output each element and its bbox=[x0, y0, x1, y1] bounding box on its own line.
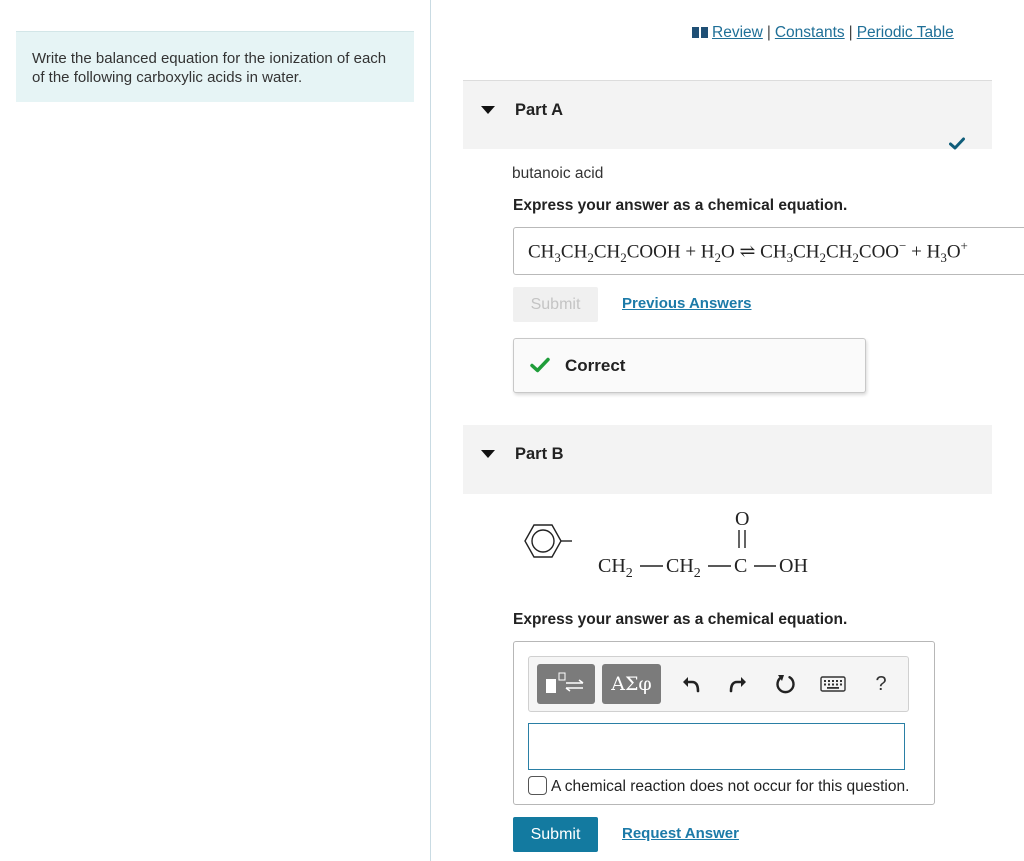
no-reaction-option[interactable] bbox=[528, 776, 909, 796]
prompt-text: Write the balanced equation for the ionization of each of the following carboxylic acids in water. bbox=[32, 50, 387, 86]
resource-links bbox=[692, 24, 954, 42]
question-prompt bbox=[16, 31, 414, 102]
review-link[interactable]: Review bbox=[712, 24, 763, 41]
phenylpropanoic-acid-structure bbox=[510, 505, 830, 587]
part-a-header[interactable] bbox=[463, 80, 992, 149]
part-b-equation-editor bbox=[513, 641, 935, 805]
keyboard-icon bbox=[820, 676, 846, 692]
periodic-table-link[interactable]: Periodic Table bbox=[856, 24, 954, 41]
methylene-1-label: $CH_2$ bbox=[598, 555, 633, 581]
correct-check-icon bbox=[530, 357, 550, 373]
carbonyl-oxygen-label: O bbox=[735, 508, 750, 530]
part-b-title: Part B bbox=[515, 445, 564, 463]
keyboard-button[interactable] bbox=[816, 664, 850, 704]
part-a-submit-button: Submit bbox=[513, 287, 598, 322]
reset-icon bbox=[775, 673, 797, 695]
undo-button[interactable] bbox=[674, 664, 708, 704]
link-separator: | bbox=[766, 24, 771, 41]
part-b-submit-button[interactable]: Submit bbox=[513, 817, 598, 852]
part-b-header[interactable] bbox=[463, 425, 992, 494]
no-reaction-label: A chemical reaction does not occur for this question. bbox=[551, 778, 910, 795]
editor-toolbar bbox=[528, 656, 909, 712]
feedback-label: Correct bbox=[565, 356, 626, 375]
collapse-caret-icon[interactable] bbox=[481, 450, 495, 458]
part-a-instruction: Express your answer as a chemical equation. bbox=[513, 197, 848, 214]
help-button[interactable]: ? bbox=[875, 673, 887, 695]
request-answer-link[interactable]: Request Answer bbox=[622, 825, 739, 842]
redo-icon bbox=[728, 675, 748, 693]
book-icon bbox=[692, 27, 708, 38]
carbonyl-carbon-label: C bbox=[734, 555, 748, 577]
link-separator: | bbox=[848, 24, 853, 41]
feedback-correct bbox=[513, 338, 866, 393]
part-a-title: Part A bbox=[515, 101, 563, 119]
methylene-2-label: $CH_2$ bbox=[666, 555, 701, 581]
part-b-answer-input[interactable] bbox=[528, 723, 905, 770]
undo-icon bbox=[681, 675, 701, 693]
no-reaction-checkbox[interactable] bbox=[528, 776, 547, 795]
redo-button[interactable] bbox=[721, 664, 755, 704]
templates-button[interactable] bbox=[537, 664, 595, 704]
part-b-instruction: Express your answer as a chemical equation. bbox=[513, 611, 848, 628]
panel-divider bbox=[430, 0, 431, 861]
previous-answers-link[interactable]: Previous Answers bbox=[622, 295, 752, 312]
collapse-caret-icon[interactable] bbox=[481, 106, 495, 114]
reset-button[interactable] bbox=[769, 664, 803, 704]
part-a-answer-display: $CH_3CH_2CH_2COOH + H_2O$ ⇌ $CH_3CH_2CH_2COO^- + H_3O^+$ bbox=[513, 227, 1024, 275]
constants-link[interactable]: Constants bbox=[774, 24, 845, 41]
greek-symbols-button[interactable]: ΑΣφ bbox=[602, 664, 661, 704]
template-reaction-icon bbox=[537, 664, 595, 704]
part-a-compound: butanoic acid bbox=[512, 165, 604, 182]
aromatic-circle-shape bbox=[532, 530, 554, 552]
hydroxyl-label: OH bbox=[779, 555, 808, 577]
completed-check-icon bbox=[949, 137, 965, 150]
